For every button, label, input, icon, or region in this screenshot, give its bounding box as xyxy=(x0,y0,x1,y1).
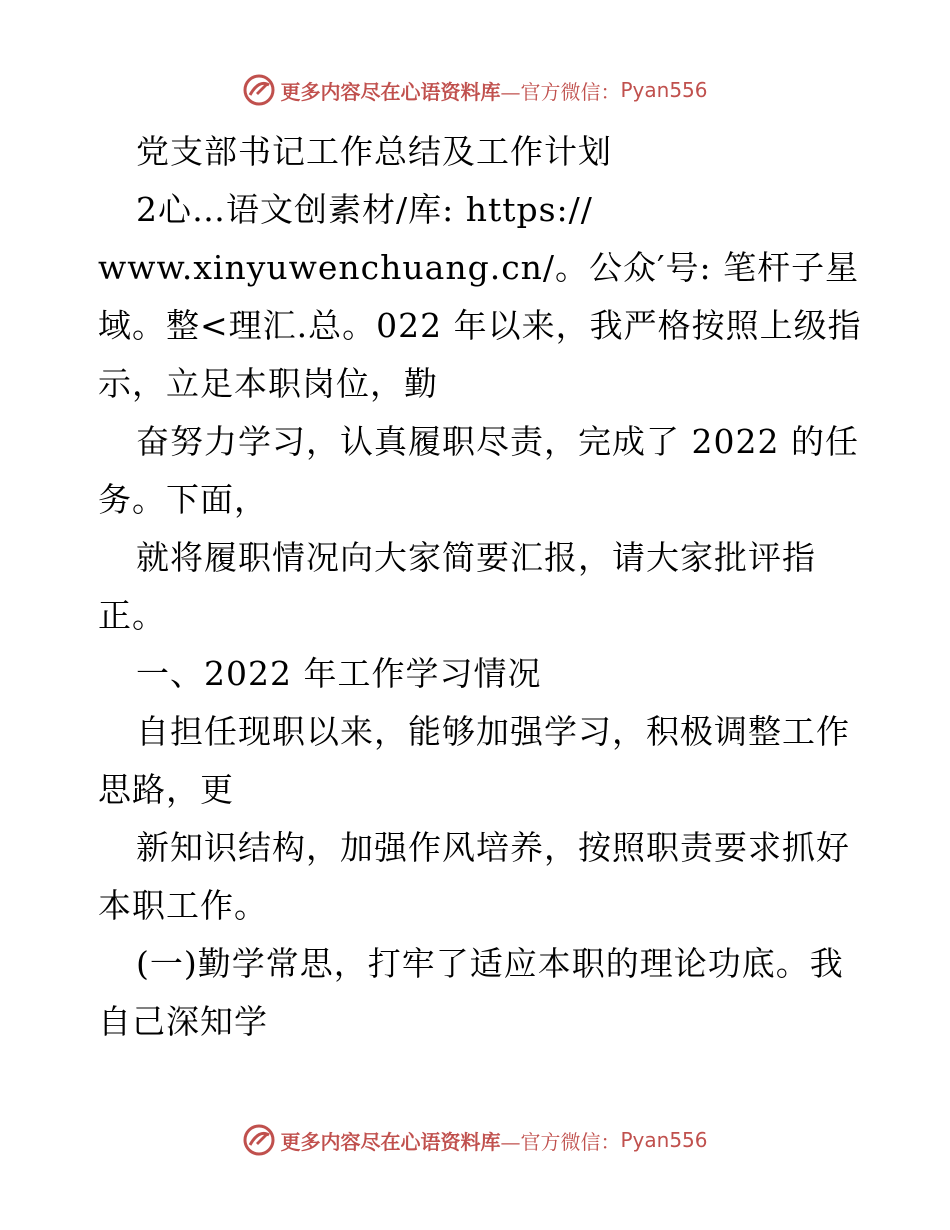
banner-main-text: 更多内容尽在心语资料库 xyxy=(280,79,501,104)
text-line: www.xinyuwenchuang.cn/。公众′号: 笔杆子星 xyxy=(98,248,860,287)
footer-watermark-banner xyxy=(0,1120,950,1160)
text-line: (一)勤学常思，打牢了适应本职的理论功底。我 xyxy=(136,944,844,983)
text-line: 务。下面， xyxy=(98,480,268,519)
logo-icon xyxy=(242,73,276,107)
banner-main-text: 更多内容尽在心语资料库 xyxy=(280,1129,501,1154)
banner-wechat-id: Pyan556 xyxy=(620,1128,708,1152)
banner-sub-text: —官方微信： xyxy=(500,79,621,104)
text-line: 就将履职情况向大家简要汇报，请大家批评指 xyxy=(136,538,816,577)
text-line: 思路，更 xyxy=(98,770,234,809)
header-watermark-banner xyxy=(0,70,950,110)
document-body xyxy=(98,123,862,1051)
text-line: 本职工作。 xyxy=(98,886,268,925)
banner-sub-text: —官方微信： xyxy=(500,1129,621,1154)
text-line: 自己深知学 xyxy=(98,1002,268,1041)
doc-title: 党支部书记工作总结及工作计划 xyxy=(136,132,612,171)
text-line: 域。整<理汇.总。022 年以来，我严格按照上级指 xyxy=(98,306,862,345)
section-heading: 一、2022 年工作学习情况 xyxy=(136,654,542,693)
logo-icon xyxy=(242,1123,276,1157)
text-line: 2心…语文创素材/库: https:// xyxy=(136,190,593,229)
text-line: 新知识结构，加强作风培养，按照职责要求抓好 xyxy=(136,828,850,867)
banner-wechat-id: Pyan556 xyxy=(620,78,708,102)
text-line: 示，立足本职岗位，勤 xyxy=(98,364,438,403)
text-line: 自担任现职以来，能够加强学习，积极调整工作 xyxy=(136,712,850,751)
text-line: 奋努力学习，认真履职尽责，完成了 2022 的任 xyxy=(136,422,859,461)
text-line: 正。 xyxy=(98,596,166,635)
